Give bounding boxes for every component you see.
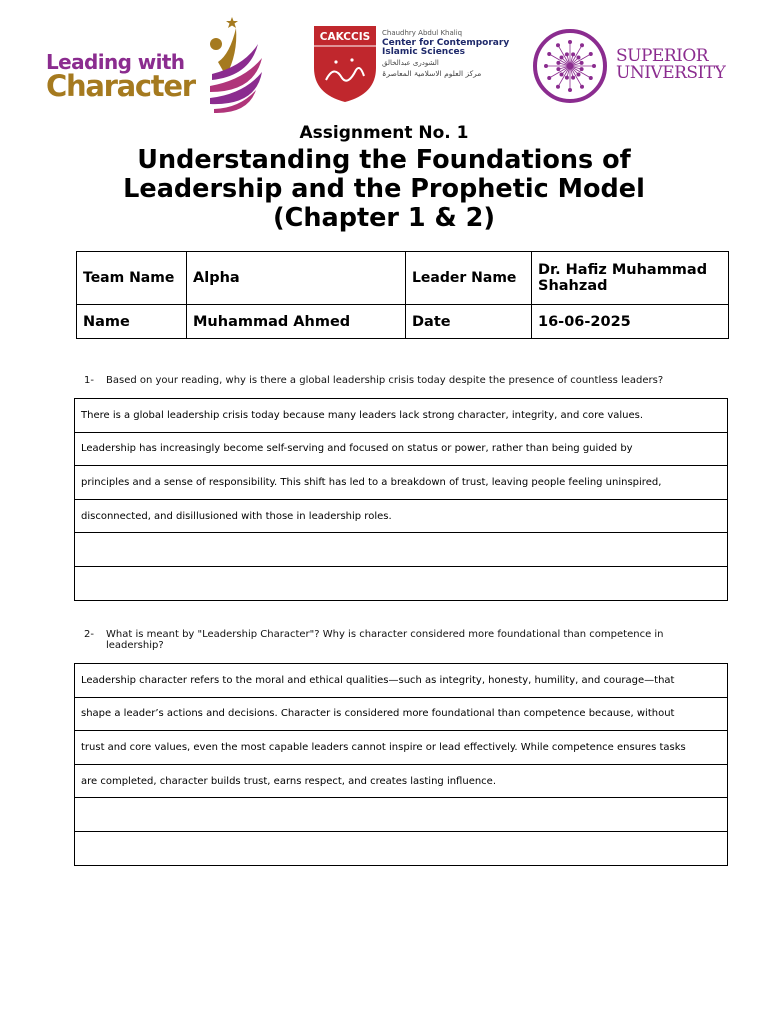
leader-name-value: Dr. Hafiz Muhammad Shahzad: [532, 252, 729, 305]
cakccis-arabic-line1: الشودری عبدالخالق: [382, 59, 439, 67]
answer-line[interactable]: principles and a sense of responsibility. This shift has led to a breakdown of trust, leaving people feeling uninspired,: [75, 466, 727, 500]
question-number: 2-: [84, 629, 94, 640]
answer-line[interactable]: [75, 798, 727, 832]
answer-line[interactable]: disconnected, and disillusioned with those in leadership roles.: [75, 500, 727, 534]
assignment-number: Assignment No. 1: [299, 123, 469, 143]
superior-name-line1: SUPERIOR: [616, 46, 709, 66]
superior-emblem-icon: [530, 26, 610, 106]
team-name-value: Alpha: [187, 252, 406, 305]
answer-line[interactable]: trust and core values, even the most capable leaders cannot inspire or lead effectively. While competence ensures tasks: [75, 731, 727, 765]
team-name-label: Team Name: [77, 252, 187, 305]
cakccis-arabic-line2: مرکز العلوم الاسلامیۃ المعاصرۃ: [382, 69, 482, 78]
leader-figure-icon: [204, 14, 264, 114]
logo-text-line1: Leading with: [46, 50, 185, 74]
question-1: [84, 375, 704, 387]
question-number: 1-: [84, 375, 94, 386]
student-name-label: Name: [77, 305, 187, 339]
title-line: (Chapter 1 & 2): [272, 203, 496, 233]
logo-text-line2: Character: [46, 69, 195, 103]
superior-university-logo: [530, 26, 730, 106]
cakccis-badge-text: CAKCCIS: [319, 31, 371, 43]
answer-line[interactable]: [75, 832, 727, 866]
document-title: [0, 146, 768, 233]
team-info-table: [76, 251, 729, 339]
answer-line[interactable]: [75, 533, 727, 567]
question-2: [84, 629, 704, 653]
superior-name-line2: UNIVERSITY: [616, 63, 726, 83]
date-value: 16-06-2025: [532, 305, 729, 339]
answer-box-1: [74, 398, 728, 601]
question-text: Based on your reading, why is there a global leadership crisis today despite the presence of countless leaders?: [106, 375, 664, 386]
answer-line[interactable]: [75, 567, 727, 601]
leader-name-label: Leader Name: [406, 252, 532, 305]
answer-line[interactable]: shape a leader’s actions and decisions. Character is considered more foundational than competence because, without: [75, 698, 727, 732]
leading-with-character-logo: [44, 14, 264, 114]
cakccis-founder-name: Chaudhry Abdul Khaliq: [382, 29, 463, 37]
cakccis-shield-icon: [312, 24, 378, 104]
date-label: Date: [406, 305, 532, 339]
student-name-value: Muhammad Ahmed: [187, 305, 406, 339]
question-text: What is meant by "Leadership Character"? Why is character considered more foundational than competence in leadership?: [106, 629, 664, 651]
answer-box-2: [74, 663, 728, 866]
answer-line[interactable]: Leadership has increasingly become self-serving and focused on status or power, rather than being guided by: [75, 433, 727, 467]
cakccis-name-line2: Islamic Sciences: [382, 47, 466, 57]
cakccis-logo: [312, 24, 510, 106]
title-line: Understanding the Foundations of: [137, 145, 631, 175]
title-line: Leadership and the Prophetic Model: [123, 174, 645, 204]
answer-line[interactable]: Leadership character refers to the moral and ethical qualities—such as integrity, honesty, humility, and courage—that: [75, 664, 727, 698]
answer-line[interactable]: are completed, character builds trust, earns respect, and creates lasting influence.: [75, 765, 727, 799]
cakccis-name-line1: Center for Contemporary: [382, 38, 510, 48]
answer-line[interactable]: There is a global leadership crisis today because many leaders lack strong character, integrity, and core values.: [75, 399, 727, 433]
